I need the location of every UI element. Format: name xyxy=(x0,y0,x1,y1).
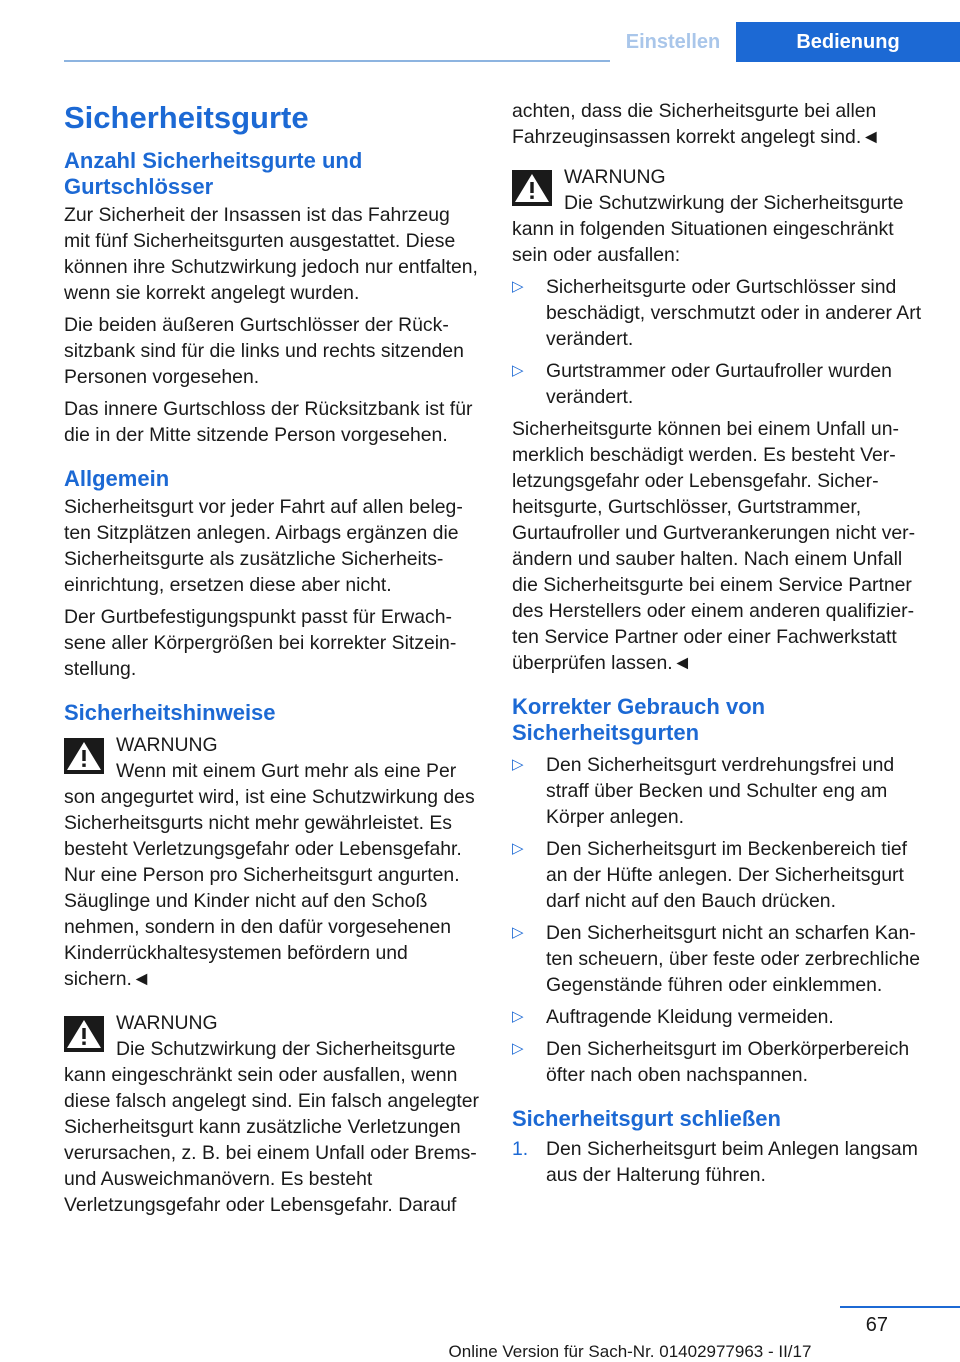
steps-list xyxy=(512,1136,930,1188)
warning-triangle-icon xyxy=(512,170,552,206)
section-heading-korrekter-gebrauch: Korrekter Gebrauch von Sicherheitsgurten xyxy=(512,694,766,745)
list-item: ▷ Sicherheitsgurte oder Gurtschlösser sind beschädigt, verschmutzt oder in anderer Art verändert. xyxy=(512,276,922,350)
warning-block xyxy=(64,1010,480,1218)
warning-text: son angegurtet wird, ist eine Schutzwirkung des Sicherheitsgurts nicht mehr gewährleistet. Es besteht Verletzungsgefahr oder Lebensgefahr. Nur eine Person pro Sicherheitsgurt angurten. Säuglinge und Kinder nicht auf den Schoß nehmen, sondern in den dafür vorgesehenen Kinderrückhaltesystemen befördern und sichern.◄ xyxy=(64,786,475,990)
list-item: ▷ Den Sicherheitsgurt nicht an scharfen Kanten scheuern, über feste oder zerbrechliche Gegenstände führen oder einklemmen. xyxy=(512,922,921,996)
list-item: ▷ Gurtstrammer oder Gurtaufroller wurden verändert. xyxy=(512,360,892,408)
section-heading-allgemein: Allgemein xyxy=(64,466,170,491)
paragraph: Das innere Gurtschloss der Rücksitzbank ist für die in der Mitte sitzende Person vorgesehen. xyxy=(64,398,473,446)
warning-block xyxy=(512,164,930,676)
warning-text: Sicherheitsgurte können bei einem Unfall unmerklich beschädigt werden. Es besteht Verletzungsgefahr oder Lebensgefahr. Sicherheitsgurte, Gurtschlösser, Gurtstrammer, Gurtaufroller und Gurtverankerungen nicht verändern und sauber halten. Nach einem Unfall die Sicherheitsgurte bei einem Service Partner des Herstellers oder einem anderen qualifizierten Service Partner oder einer Fachwerkstatt überprüfen lassen.◄ xyxy=(512,418,916,674)
tab-einstellen[interactable]: Einstellen xyxy=(610,22,736,62)
warning-label: WARNUNG xyxy=(564,166,666,188)
warning-text: kann in folgenden Situationen eingeschränkt sein oder ausfallen: xyxy=(512,218,894,266)
triangle-bullet-icon: ▷ xyxy=(512,362,524,379)
triangle-bullet-icon: ▷ xyxy=(512,278,524,295)
list-item: ▷ Den Sicherheitsgurt im Beckenbereich tief an der Hüfte anlegen. Der Sicherheitsgurt darf nicht auf den Bauch drücken. xyxy=(512,838,908,912)
usage-list xyxy=(512,752,930,1088)
page-title: Sicherheitsgurte xyxy=(64,100,309,135)
right-column xyxy=(512,98,930,1194)
warning-text: Die Schutzwirkung der Sicherheitsgurte xyxy=(564,192,904,214)
list-item: 1. Den Sicherheitsgurt beim Anlegen langsam aus der Halterung führen. xyxy=(512,1138,918,1186)
warning-text: kann eingeschränkt sein oder ausfallen, wenn diese falsch angelegt sind. Ein falsch angelegter Sicherheitsgurt kann zusätzliche Verletzungen verursachen, z. B. bei einem Unfall oder Brems- und Ausweichmanövern. Es besteht Verletzungsgefahr oder Lebensgefahr. Darauf xyxy=(64,1064,480,1216)
online-version-footer: Online Version für Sach-Nr. 01402977963 - II/17 xyxy=(448,1342,812,1361)
warning-triangle-icon xyxy=(64,1016,104,1052)
paragraph: achten, dass die Sicherheitsgurte bei allen Fahrzeuginsassen korrekt angelegt sind.◄ xyxy=(512,100,881,148)
section-heading-schliessen: Sicherheitsgurt schließen xyxy=(512,1106,781,1131)
warning-list xyxy=(512,274,930,410)
triangle-bullet-icon: ▷ xyxy=(512,1040,524,1057)
warning-label: WARNUNG xyxy=(116,1012,218,1034)
list-item: ▷ Den Sicherheitsgurt verdrehungsfrei und straff über Becken und Schulter eng am Körper anlegen. xyxy=(512,754,895,828)
warning-label: WARNUNG xyxy=(116,734,218,756)
tab-bedienung[interactable]: Bedienung xyxy=(736,22,960,62)
triangle-bullet-icon: ▷ xyxy=(512,840,524,857)
paragraph: Sicherheitsgurt vor jeder Fahrt auf allen belegten Sitzplätzen anlegen. Airbags ergänzen die Sicherheitsgurte als zusätzliche Sicherheitseinrichtung, ersetzen diese aber nicht. xyxy=(64,496,463,596)
warning-text: Wenn mit einem Gurt mehr als eine Per xyxy=(116,760,457,782)
triangle-bullet-icon: ▷ xyxy=(512,924,524,941)
step-number: 1. xyxy=(512,1138,529,1160)
warning-triangle-icon xyxy=(64,738,104,774)
section-heading-sicherheitshinweise: Sicherheitshinweise xyxy=(64,700,276,725)
section-heading-anzahl: Anzahl Sicherheitsgurte und Gurtschlösser xyxy=(64,148,363,199)
page-number: 67 xyxy=(865,1314,888,1336)
triangle-bullet-icon: ▷ xyxy=(512,1008,524,1025)
list-item: ▷ Auftragende Kleidung vermeiden. xyxy=(512,1006,834,1028)
left-column xyxy=(64,98,480,1224)
paragraph: Zur Sicherheit der Insassen ist das Fahrzeug mit fünf Sicherheitsgurten ausgestattet. Diese können ihre Schutzwirkung jedoch nur entfalten, wenn sie korrekt angelegt wurden. xyxy=(64,204,478,304)
paragraph: Die beiden äußeren Gurtschlösser der Rücksitzbank sind für die links und rechts sitzenden Personen vorgesehen. xyxy=(64,314,464,388)
warning-text: Die Schutzwirkung der Sicherheitsgurte xyxy=(116,1038,456,1060)
list-item: ▷ Den Sicherheitsgurt im Oberkörperbereich öfter nach oben nachspannen. xyxy=(512,1038,910,1086)
warning-block xyxy=(64,732,480,992)
page-number-rule xyxy=(840,1306,960,1308)
paragraph: Der Gurtbefestigungspunkt passt für Erwachsene aller Körpergrößen bei korrekter Sitzeinstellung. xyxy=(64,606,457,680)
triangle-bullet-icon: ▷ xyxy=(512,756,524,773)
